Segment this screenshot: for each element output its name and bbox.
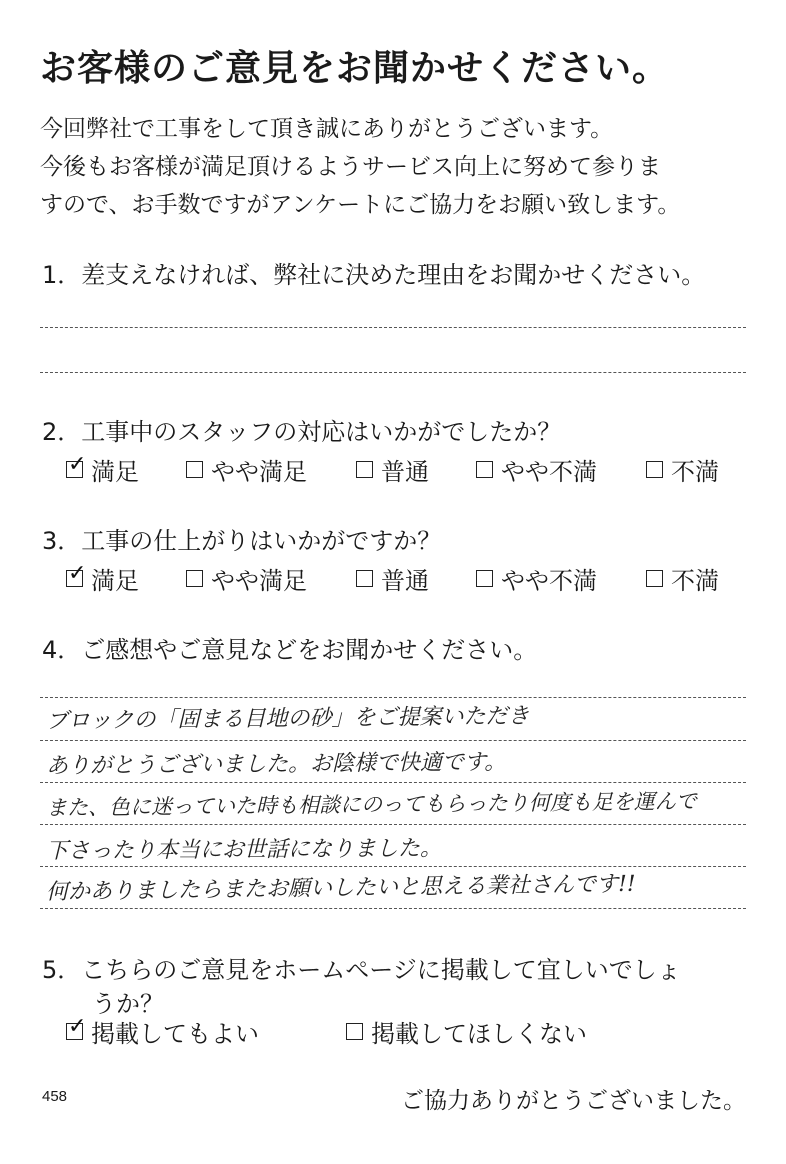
handwritten-answer-line-4: 下さったり本当にお世話になりました。 xyxy=(45,836,443,864)
checkbox[interactable] xyxy=(186,570,203,587)
handwritten-answer-line-2: ありがとうございました。お陰様で快適です。 xyxy=(45,749,507,779)
check-mark-icon: ✓ xyxy=(68,452,87,477)
page-number: 458 xyxy=(42,1088,68,1105)
answer-line xyxy=(40,782,746,783)
option-label: やや不満 xyxy=(501,458,597,486)
closing-thanks: ご協力ありがとうございました。 xyxy=(401,1088,746,1114)
q3-option-somewhat-satisfied[interactable] xyxy=(186,561,307,596)
answer-line xyxy=(40,327,746,328)
question-3-label: 3．工事の仕上がりはいかがですか？ xyxy=(42,527,442,555)
page-title: お客様のご意見をお聞かせください。 xyxy=(40,48,670,89)
q3-option-dissatisfied[interactable] xyxy=(646,561,719,596)
q3-option-somewhat-dissatisfied[interactable] xyxy=(476,561,597,596)
answer-line xyxy=(40,866,746,867)
check-mark-icon: ✓ xyxy=(68,1014,87,1039)
checkbox[interactable] xyxy=(346,1023,363,1040)
question-2-label: 2．工事中のスタッフの対応はいかがでしたか？ xyxy=(42,418,562,446)
q2-option-somewhat-dissatisfied[interactable] xyxy=(476,452,597,487)
option-label: 掲載してもよい xyxy=(91,1020,259,1048)
q5-option-disallow[interactable] xyxy=(346,1014,587,1049)
checkbox[interactable] xyxy=(66,452,87,478)
q3-option-satisfied[interactable] xyxy=(66,561,139,596)
checkbox[interactable] xyxy=(186,461,203,478)
question-1-label: 1．差支えなければ、弊社に決めた理由をお聞かせください。 xyxy=(42,261,706,289)
option-label: やや不満 xyxy=(501,567,597,595)
checkbox[interactable] xyxy=(356,461,373,478)
question-5-label-line-1: 5．こちらのご意見をホームページに掲載して宜しいでしょ xyxy=(42,956,681,984)
q2-option-somewhat-satisfied[interactable] xyxy=(186,452,307,487)
intro-line-1: 今回弊社で工事をして頂き誠にありがとうございます。 xyxy=(40,116,614,142)
answer-line xyxy=(40,372,746,373)
option-label: やや満足 xyxy=(211,458,307,486)
handwritten-answer-line-1: ブロックの「固まる目地の砂」をご提案いただき xyxy=(45,703,530,734)
q2-option-satisfied[interactable] xyxy=(66,452,139,487)
option-label: 普通 xyxy=(381,567,429,595)
intro-line-2: 今後もお客様が満足頂けるようサービス向上に努めて参りま xyxy=(40,154,661,180)
check-mark-icon: ✓ xyxy=(68,561,87,586)
q5-option-allow[interactable] xyxy=(66,1014,259,1049)
checkbox[interactable] xyxy=(356,570,373,587)
option-label: 不満 xyxy=(671,458,719,486)
answer-line xyxy=(40,824,746,825)
question-4-label: 4．ご感想やご意見などをお聞かせください。 xyxy=(42,636,538,664)
checkbox[interactable] xyxy=(646,461,663,478)
option-label: やや満足 xyxy=(211,567,307,595)
q2-option-dissatisfied[interactable] xyxy=(646,452,719,487)
option-label: 掲載してほしくない xyxy=(371,1020,587,1048)
option-label: 普通 xyxy=(381,458,429,486)
checkbox[interactable] xyxy=(646,570,663,587)
option-label: 満足 xyxy=(91,458,139,486)
handwritten-answer-line-5: 何かありましたらまたお願いしたいと思える業社さんです!! xyxy=(45,871,636,905)
answer-line xyxy=(40,740,746,741)
checkbox[interactable] xyxy=(66,561,87,587)
checkbox[interactable] xyxy=(476,461,493,478)
checkbox[interactable] xyxy=(66,1014,87,1040)
answer-line xyxy=(40,908,746,909)
option-label: 不満 xyxy=(671,567,719,595)
q3-option-neutral[interactable] xyxy=(356,561,429,596)
q2-option-neutral[interactable] xyxy=(356,452,429,487)
handwritten-answer-line-3: また、色に迷っていた時も相談にのってもらったり何度も足を運んで xyxy=(45,789,697,820)
checkbox[interactable] xyxy=(476,570,493,587)
option-label: 満足 xyxy=(91,567,139,595)
intro-line-3: すので、お手数ですがアンケートにご協力をお願い致します。 xyxy=(40,192,681,218)
question-5-label-line-2: うか？ xyxy=(92,990,164,1018)
answer-line xyxy=(40,697,746,698)
